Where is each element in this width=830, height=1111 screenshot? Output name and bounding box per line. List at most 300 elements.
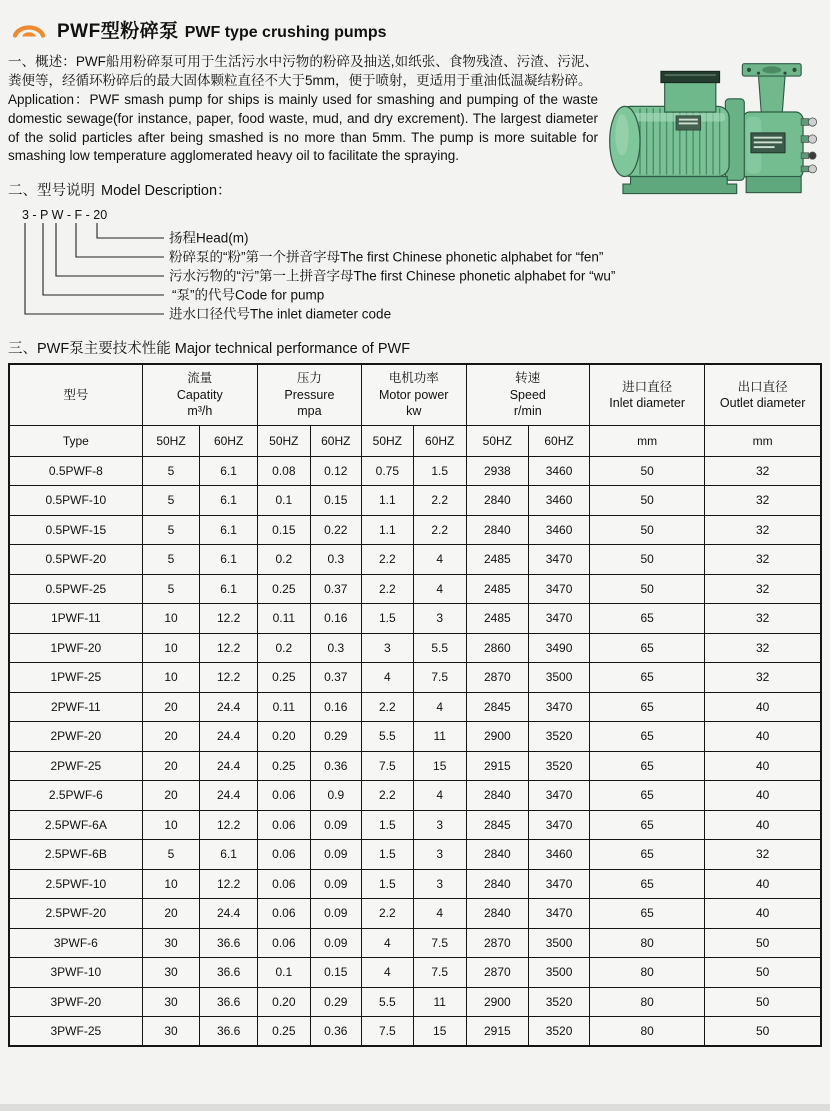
header-capacity-cn: 流量: [187, 371, 213, 386]
cell-value: 36.6: [200, 958, 258, 988]
page-title: [57, 16, 387, 43]
subheader-60hz: 60HZ: [413, 425, 466, 456]
cell-value: 2.2: [361, 899, 413, 929]
overview-paragraph-cn: 一、概述：PWF船用粉碎泵可用于生活污水中污物的粉碎及抽送,如纸张、食物残渣、污渣、污泥、粪便等，经循环粉碎后的最大固体颗粒直径不大于5mm，便于喷射，更适用于重油低温凝结粉碎。: [8, 54, 598, 88]
cell-value: 40: [705, 899, 821, 929]
cell-value: 12.2: [200, 663, 258, 693]
performance-table: [8, 363, 822, 1047]
cell-value: 65: [589, 869, 704, 899]
cell-value: 65: [589, 781, 704, 811]
cell-value: 20: [142, 899, 200, 929]
cell-value: 3460: [529, 456, 590, 486]
cell-value: 0.25: [257, 751, 310, 781]
cell-value: 30: [142, 1017, 200, 1047]
cell-value: 10: [142, 810, 200, 840]
cell-value: 5: [142, 486, 200, 516]
model-label-fen: 粉碎泵的“粉”第一个拼音字母The first Chinese phonetic alphabet for “fen”: [169, 249, 604, 265]
cell-value: 3470: [529, 604, 590, 634]
cell-value: 10: [142, 604, 200, 634]
cell-value: 3520: [529, 722, 590, 752]
cell-value: 6.1: [200, 840, 258, 870]
cell-model: 3PWF-10: [9, 958, 142, 988]
cell-value: 50: [705, 958, 821, 988]
cell-value: 3: [361, 633, 413, 663]
table-row: [9, 515, 821, 545]
cell-value: 5.5: [361, 722, 413, 752]
cell-value: 10: [142, 663, 200, 693]
table-row: [9, 958, 821, 988]
cell-value: 1.1: [361, 486, 413, 516]
cell-value: 0.15: [257, 515, 310, 545]
cell-model: 0.5PWF-10: [9, 486, 142, 516]
cell-value: 3: [413, 604, 466, 634]
header-capacity: [142, 364, 257, 425]
cell-value: 80: [589, 987, 704, 1017]
cell-value: 5.5: [413, 633, 466, 663]
cell-value: 2938: [466, 456, 529, 486]
cell-model: 2PWF-11: [9, 692, 142, 722]
table-row: [9, 840, 821, 870]
cell-value: 36.6: [200, 1017, 258, 1047]
cell-value: 6.1: [200, 456, 258, 486]
cell-value: 7.5: [413, 663, 466, 693]
cell-value: 3470: [529, 869, 590, 899]
model-code-diagram: [14, 207, 814, 327]
cell-value: 30: [142, 928, 200, 958]
cell-value: 12.2: [200, 810, 258, 840]
cell-value: 2.2: [361, 545, 413, 575]
table-row: [9, 869, 821, 899]
subheader-50hz: 50HZ: [142, 425, 200, 456]
cell-value: 0.16: [310, 604, 361, 634]
header-inlet-en: Inlet diameter: [609, 395, 685, 410]
cell-value: 0.75: [361, 456, 413, 486]
cell-value: 2870: [466, 663, 529, 693]
cell-value: 32: [705, 840, 821, 870]
cell-value: 3460: [529, 486, 590, 516]
cell-value: 32: [705, 545, 821, 575]
table-row: [9, 456, 821, 486]
cell-value: 12.2: [200, 604, 258, 634]
cell-value: 3500: [529, 928, 590, 958]
table-row: [9, 722, 821, 752]
cell-value: 5: [142, 840, 200, 870]
cell-value: 0.1: [257, 958, 310, 988]
table-row: [9, 663, 821, 693]
cell-model: 2PWF-20: [9, 722, 142, 752]
cell-value: 0.20: [257, 722, 310, 752]
cell-value: 1.5: [361, 840, 413, 870]
header-pressure-unit: mpa: [297, 403, 322, 418]
header-type: 型号: [9, 364, 142, 425]
cell-value: 65: [589, 899, 704, 929]
cell-model: 2.5PWF-20: [9, 899, 142, 929]
page-title-cn: PWF型粉碎泵: [57, 20, 179, 42]
table-row: [9, 486, 821, 516]
cell-value: 0.36: [310, 1017, 361, 1047]
cell-value: 65: [589, 604, 704, 634]
model-description-heading-cn: 二、型号说明: [8, 183, 95, 200]
cell-value: 32: [705, 456, 821, 486]
header-pressure-en: Pressure: [284, 387, 335, 402]
cell-value: 0.09: [310, 810, 361, 840]
cell-value: 11: [413, 722, 466, 752]
table-row: [9, 987, 821, 1017]
cell-value: 0.9: [310, 781, 361, 811]
cell-value: 4: [413, 899, 466, 929]
table-row: [9, 692, 821, 722]
connector-head: [97, 223, 164, 238]
cell-value: 40: [705, 810, 821, 840]
cell-model: 0.5PWF-25: [9, 574, 142, 604]
cell-value: 0.06: [257, 899, 310, 929]
cell-value: 6.1: [200, 574, 258, 604]
model-label-head: 扬程Head(m): [169, 230, 249, 246]
cell-value: 4: [361, 663, 413, 693]
cell-value: 0.20: [257, 987, 310, 1017]
table-subheader-row: [9, 425, 821, 456]
cell-value: 0.22: [310, 515, 361, 545]
cell-value: 40: [705, 751, 821, 781]
subheader-60hz: 60HZ: [529, 425, 590, 456]
brand-arc-icon: [10, 15, 48, 43]
header-speed-unit: r/min: [513, 403, 542, 418]
application-paragraph-en: Application：PWF smash pump for ships is mainly used for smashing and pumping of the waste domestic sewage(for instance, paper, food waste, mud, and dry excrement). The largest diameter of the solid particles after being smashed is no more than 5mm. The pump is more suitable for smashing low temperature agglomerated heavy oil to facilitate the spraying.: [8, 91, 598, 164]
cell-value: 0.36: [310, 751, 361, 781]
subheader-outlet-mm: mm: [705, 425, 821, 456]
header-pressure: [257, 364, 361, 425]
header-speed-en: Speed: [509, 387, 546, 402]
cell-value: 0.16: [310, 692, 361, 722]
table-header-row: [9, 364, 821, 425]
header-capacity-en: Capatity: [176, 387, 223, 402]
cell-value: 3: [413, 810, 466, 840]
cell-value: 2860: [466, 633, 529, 663]
cell-value: 0.11: [257, 604, 310, 634]
cell-value: 24.4: [200, 722, 258, 752]
cell-value: 12.2: [200, 633, 258, 663]
subheader-50hz: 50HZ: [257, 425, 310, 456]
cell-value: 1.5: [413, 456, 466, 486]
model-label-pump: “泵”的代号Code for pump: [172, 287, 325, 303]
cell-value: 0.06: [257, 840, 310, 870]
header-speed: [466, 364, 589, 425]
cell-model: 3PWF-20: [9, 987, 142, 1017]
cell-value: 6.1: [200, 545, 258, 575]
cell-value: 1.5: [361, 604, 413, 634]
header-speed-cn: 转速: [515, 371, 541, 386]
cell-value: 0.15: [310, 958, 361, 988]
cell-value: 0.06: [257, 928, 310, 958]
cell-value: 4: [413, 574, 466, 604]
model-label-inlet: 进水口径代号The inlet diameter code: [169, 306, 392, 322]
cell-value: 2.2: [361, 574, 413, 604]
cell-value: 65: [589, 633, 704, 663]
cell-value: 0.2: [257, 545, 310, 575]
cell-value: 4: [413, 692, 466, 722]
cell-value: 0.11: [257, 692, 310, 722]
cell-value: 40: [705, 869, 821, 899]
cell-value: 10: [142, 633, 200, 663]
cell-value: 30: [142, 987, 200, 1017]
cell-value: 36.6: [200, 928, 258, 958]
cell-value: 4: [413, 545, 466, 575]
cell-value: 2.2: [361, 692, 413, 722]
cell-value: 3470: [529, 899, 590, 929]
table-row: [9, 604, 821, 634]
cell-value: 3: [413, 869, 466, 899]
cell-value: 2840: [466, 515, 529, 545]
cell-value: 20: [142, 751, 200, 781]
header-outlet-en: Outlet diameter: [719, 395, 806, 410]
cell-value: 5: [142, 574, 200, 604]
cell-value: 50: [589, 456, 704, 486]
cell-value: 65: [589, 751, 704, 781]
cell-value: 3470: [529, 810, 590, 840]
cell-value: 0.09: [310, 840, 361, 870]
cell-value: 24.4: [200, 751, 258, 781]
cell-value: 2840: [466, 486, 529, 516]
cell-value: 2915: [466, 751, 529, 781]
cell-value: 4: [361, 958, 413, 988]
table-row: [9, 899, 821, 929]
cell-value: 0.12: [310, 456, 361, 486]
table-row: [9, 751, 821, 781]
cell-value: 0.09: [310, 869, 361, 899]
cell-value: 0.2: [257, 633, 310, 663]
cell-model: 2.5PWF-6A: [9, 810, 142, 840]
cell-model: 1PWF-11: [9, 604, 142, 634]
cell-value: 3500: [529, 958, 590, 988]
table-row: [9, 928, 821, 958]
cell-value: 0.29: [310, 987, 361, 1017]
cell-value: 11: [413, 987, 466, 1017]
cell-value: 3500: [529, 663, 590, 693]
table-row: [9, 781, 821, 811]
performance-heading: 三、PWF泵主要技术性能 Major technical performance of PWF: [8, 341, 411, 357]
cell-value: 5.5: [361, 987, 413, 1017]
cell-value: 7.5: [413, 928, 466, 958]
cell-value: 3520: [529, 751, 590, 781]
cell-value: 2845: [466, 692, 529, 722]
header-outlet-cn: 出口直径: [737, 379, 788, 394]
cell-value: 6.1: [200, 486, 258, 516]
subheader-inlet-mm: mm: [589, 425, 704, 456]
cell-model: 0.5PWF-20: [9, 545, 142, 575]
cell-value: 0.25: [257, 1017, 310, 1047]
cell-value: 40: [705, 722, 821, 752]
cell-value: 2840: [466, 869, 529, 899]
header-motor-power-unit: kw: [406, 403, 422, 418]
cell-value: 3: [413, 840, 466, 870]
subheader-50hz: 50HZ: [361, 425, 413, 456]
cell-model: 1PWF-20: [9, 633, 142, 663]
cell-value: 10: [142, 869, 200, 899]
cell-model: 0.5PWF-15: [9, 515, 142, 545]
header-outlet-diameter: [705, 364, 821, 425]
cell-value: 24.4: [200, 692, 258, 722]
header-motor-power-en: Motor power: [378, 387, 449, 402]
cell-value: 2485: [466, 604, 529, 634]
table-row: [9, 574, 821, 604]
table-row: [9, 633, 821, 663]
overview-section: [8, 53, 822, 166]
header-capacity-unit: m³/h: [187, 403, 213, 418]
model-label-wu: 污水污物的“污”第一上拼音字母The first Chinese phonetic alphabet for “wu”: [169, 268, 616, 284]
cell-model: 2.5PWF-6B: [9, 840, 142, 870]
cell-value: 20: [142, 781, 200, 811]
cell-value: 65: [589, 840, 704, 870]
subheader-50hz: 50HZ: [466, 425, 529, 456]
cell-value: 6.1: [200, 515, 258, 545]
cell-value: 32: [705, 515, 821, 545]
cell-value: 24.4: [200, 781, 258, 811]
header-inlet-diameter: [589, 364, 704, 425]
table-row: [9, 1017, 821, 1047]
cell-value: 1.5: [361, 869, 413, 899]
cell-value: 1.5: [361, 810, 413, 840]
cell-value: 36.6: [200, 987, 258, 1017]
cell-value: 80: [589, 958, 704, 988]
connector-inlet: [25, 223, 164, 314]
cell-model: 3PWF-25: [9, 1017, 142, 1047]
header-pressure-cn: 压力: [296, 371, 322, 386]
cell-value: 2840: [466, 899, 529, 929]
cell-value: 50: [589, 515, 704, 545]
subheader-60hz: 60HZ: [200, 425, 258, 456]
cell-value: 5: [142, 515, 200, 545]
page-title-en: PWF type crushing pumps: [184, 23, 387, 41]
header-inlet-cn: 进口直径: [622, 379, 673, 394]
cell-value: 65: [589, 722, 704, 752]
cell-value: 3470: [529, 692, 590, 722]
cell-value: 2845: [466, 810, 529, 840]
connector-fen: [76, 223, 164, 257]
cell-value: 12.2: [200, 869, 258, 899]
cell-value: 2870: [466, 958, 529, 988]
cell-model: 1PWF-25: [9, 663, 142, 693]
cell-value: 32: [705, 663, 821, 693]
table-row: [9, 810, 821, 840]
cell-value: 3520: [529, 987, 590, 1017]
cell-value: 0.37: [310, 663, 361, 693]
cell-value: 65: [589, 810, 704, 840]
cell-value: 50: [705, 1017, 821, 1047]
cell-value: 65: [589, 663, 704, 693]
cell-value: 2900: [466, 987, 529, 1017]
page-header: [0, 0, 830, 43]
cell-value: 2840: [466, 840, 529, 870]
header-motor-power-cn: 电机功率: [388, 371, 439, 386]
cell-model: 0.5PWF-8: [9, 456, 142, 486]
cell-value: 1.1: [361, 515, 413, 545]
cell-value: 7.5: [361, 1017, 413, 1047]
cell-value: 0.25: [257, 663, 310, 693]
cell-value: 2485: [466, 545, 529, 575]
cell-value: 0.1: [257, 486, 310, 516]
cell-value: 4: [361, 928, 413, 958]
cell-value: 2870: [466, 928, 529, 958]
cell-value: 3460: [529, 840, 590, 870]
cell-value: 40: [705, 781, 821, 811]
cell-value: 3520: [529, 1017, 590, 1047]
scan-edge: [0, 1104, 830, 1111]
cell-value: 2.2: [413, 486, 466, 516]
cell-value: 3470: [529, 781, 590, 811]
cell-value: 50: [589, 574, 704, 604]
connector-pump: [43, 223, 164, 295]
table-row: [9, 545, 821, 575]
cell-value: 5: [142, 456, 200, 486]
cell-value: 3490: [529, 633, 590, 663]
cell-value: 2485: [466, 574, 529, 604]
cell-value: 3460: [529, 515, 590, 545]
model-code: 3 - P W - F - 20: [22, 208, 108, 222]
cell-value: 50: [705, 928, 821, 958]
cell-value: 65: [589, 692, 704, 722]
cell-model: 2.5PWF-6: [9, 781, 142, 811]
cell-value: 15: [413, 1017, 466, 1047]
cell-value: 0.37: [310, 574, 361, 604]
cell-value: 2915: [466, 1017, 529, 1047]
cell-value: 0.09: [310, 928, 361, 958]
table-body: [9, 456, 821, 1046]
cell-value: 20: [142, 722, 200, 752]
pump-photo: [604, 57, 822, 205]
header-motor-power: [361, 364, 466, 425]
cell-value: 40: [705, 692, 821, 722]
cell-value: 0.3: [310, 633, 361, 663]
cell-value: 0.15: [310, 486, 361, 516]
cell-value: 32: [705, 633, 821, 663]
cell-value: 0.29: [310, 722, 361, 752]
cell-value: 15: [413, 751, 466, 781]
cell-value: 32: [705, 604, 821, 634]
cell-model: 3PWF-6: [9, 928, 142, 958]
cell-value: 3470: [529, 574, 590, 604]
cell-value: 2900: [466, 722, 529, 752]
cell-value: 0.25: [257, 574, 310, 604]
cell-model: 2PWF-25: [9, 751, 142, 781]
cell-value: 2.2: [413, 515, 466, 545]
connector-wu: [56, 223, 164, 276]
cell-value: 24.4: [200, 899, 258, 929]
cell-model: 2.5PWF-10: [9, 869, 142, 899]
cell-value: 50: [705, 987, 821, 1017]
cell-value: 3470: [529, 545, 590, 575]
cell-value: 4: [413, 781, 466, 811]
cell-value: 0.06: [257, 869, 310, 899]
cell-value: 0.09: [310, 899, 361, 929]
model-description-heading-en: Model Description：: [101, 183, 232, 200]
subheader-type: Type: [9, 425, 142, 456]
cell-value: 32: [705, 574, 821, 604]
cell-value: 32: [705, 486, 821, 516]
cell-value: 30: [142, 958, 200, 988]
cell-value: 7.5: [413, 958, 466, 988]
cell-value: 5: [142, 545, 200, 575]
cell-value: 0.08: [257, 456, 310, 486]
cell-value: 0.3: [310, 545, 361, 575]
subheader-60hz: 60HZ: [310, 425, 361, 456]
cell-value: 20: [142, 692, 200, 722]
cell-value: 2840: [466, 781, 529, 811]
cell-value: 2.2: [361, 781, 413, 811]
cell-value: 50: [589, 545, 704, 575]
cell-value: 7.5: [361, 751, 413, 781]
cell-value: 80: [589, 1017, 704, 1047]
cell-value: 0.06: [257, 781, 310, 811]
